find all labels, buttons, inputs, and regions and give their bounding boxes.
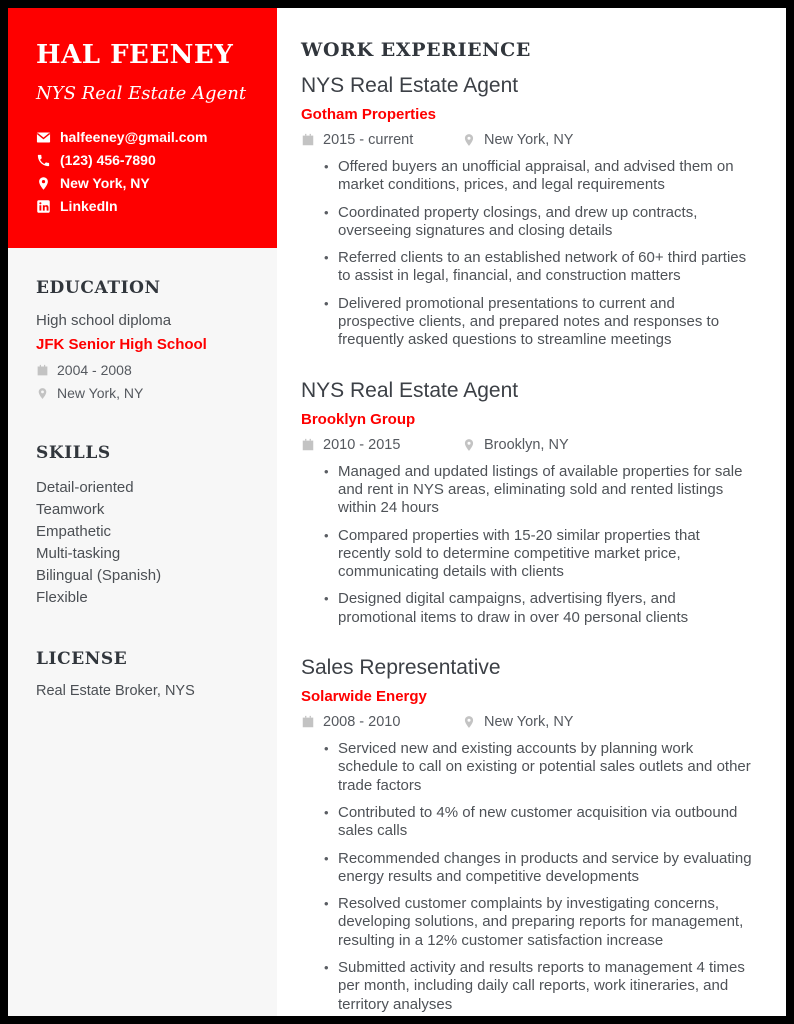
contact-list [36, 130, 253, 214]
job-location: New York, NY [484, 132, 574, 148]
work-experience-column [277, 8, 786, 1016]
license-heading: LICENSE [36, 649, 128, 669]
sidebar-body [8, 248, 277, 719]
job-location: New York, NY [484, 714, 574, 731]
skill-item: Empathetic [36, 523, 112, 540]
skill-item: Bilingual (Spanish) [36, 567, 162, 584]
person-job-title: NYS Real Estate Agent [36, 83, 247, 104]
skills-heading: SKILLS [36, 443, 111, 463]
education-section [36, 278, 253, 401]
contact-location [36, 176, 253, 191]
job-location-row [462, 437, 569, 453]
job-bullet: • Designed digital campaigns, advertising flyers, and promotional items to draw in over 40 personal clients [324, 590, 754, 627]
calendar-icon [301, 715, 315, 729]
job-bullet: • Referred clients to an established network of 60+ third parties to assist in legal, financial, and construction matters [324, 249, 754, 286]
job-bullet: • Coordinated property closings, and drew up contracts, overseeing signatures and closing details [324, 204, 754, 241]
education-dates: 2004 - 2008 [57, 362, 132, 378]
skills-section [36, 443, 253, 609]
job-bullet: • Offered buyers an unofficial appraisal, and advised them on market conditions, prices, and legal requirements [324, 158, 754, 195]
job-bullets [324, 740, 762, 1014]
contact-linkedin-text: LinkedIn [60, 198, 118, 214]
job-meta-row [301, 437, 762, 453]
calendar-icon [301, 133, 315, 147]
location-pin-icon [462, 133, 476, 147]
work-experience-heading: WORK EXPERIENCE [301, 39, 531, 61]
education-heading: EDUCATION [36, 278, 161, 298]
resume-page [8, 8, 786, 1016]
job-title: NYS Real Estate Agent [301, 74, 519, 97]
license-text: Real Estate Broker, NYS [36, 683, 195, 699]
job-bullet: • Compared properties with 15-20 similar properties that recently sold to determine competitive market price, communicating details with clients [324, 527, 754, 582]
contact-email [36, 130, 253, 145]
email-icon [36, 130, 51, 145]
job-dates-row [301, 714, 462, 730]
contact-phone [36, 153, 253, 168]
location-pin-icon [462, 715, 476, 729]
job-bullets [324, 158, 762, 350]
name-header-block [8, 8, 277, 248]
location-pin-icon [36, 387, 49, 400]
person-name: HAL FEENEY [36, 40, 234, 70]
job-location: Brooklyn, NY [484, 436, 569, 453]
location-pin-icon [36, 176, 51, 191]
contact-email-text: halfeeney@gmail.com [60, 129, 208, 145]
contact-location-text: New York, NY [60, 175, 150, 191]
job-company: Solarwide Energy [301, 688, 427, 706]
job-bullets [324, 463, 762, 627]
education-school: JFK Senior High School [36, 336, 207, 353]
education-dates-row [36, 362, 253, 378]
job-bullet: • Resolved customer complaints by investigating concerns, developing solutions, and preparing reports for management, resulting in a 12% customer satisfaction increase [324, 895, 754, 950]
phone-icon [36, 153, 51, 168]
job-bullet: • Managed and updated listings of available properties for sale and rent in NYS areas, eliminating sold and rented listings within 24 hours [324, 463, 754, 518]
education-degree: High school diploma [36, 312, 172, 329]
location-pin-icon [462, 438, 476, 452]
sidebar [8, 8, 277, 1016]
skill-item: Flexible [36, 589, 88, 606]
job-dates-row [301, 437, 462, 453]
job-bullet: • Serviced new and existing accounts by planning work schedule to call on existing or potential sales outlets and other trade factors [324, 740, 754, 795]
skill-item: Teamwork [36, 501, 105, 518]
job-company: Brooklyn Group [301, 410, 416, 428]
job-dates: 2015 - current [323, 132, 414, 148]
job-bullet: • Delivered promotional presentations to current and prospective clients, and prepared notes and responses to frequently asked questions to streamline meetings [324, 295, 754, 350]
contact-linkedin [36, 199, 253, 214]
education-location-row [36, 385, 253, 401]
skill-item: Multi-tasking [36, 545, 121, 562]
job-entry [301, 74, 762, 350]
jobs-list [301, 74, 762, 1014]
license-section [36, 649, 253, 699]
skill-item: Detail-oriented [36, 479, 134, 496]
job-location-row [462, 714, 573, 730]
job-meta-row [301, 132, 762, 148]
contact-phone-text: (123) 456-7890 [60, 152, 156, 168]
job-bullet: • Recommended changes in products and service by evaluating energy results and competitive developments [324, 850, 754, 887]
job-company: Gotham Properties [301, 106, 437, 123]
job-entry [301, 656, 762, 1014]
education-location: New York, NY [57, 385, 144, 401]
calendar-icon [301, 438, 315, 452]
job-title: NYS Real Estate Agent [301, 378, 519, 402]
job-title: Sales Representative [301, 656, 501, 680]
calendar-icon [36, 364, 49, 377]
linkedin-icon [36, 199, 51, 214]
job-dates: 2010 - 2015 [323, 436, 401, 453]
job-bullet: • Contributed to 4% of new customer acquisition via outbound sales calls [324, 804, 754, 841]
job-dates: 2008 - 2010 [323, 714, 401, 731]
job-bullet: • Submitted activity and results reports to management 4 times per month, including daily call reports, work itineraries, and territory analyses [324, 959, 754, 1014]
job-dates-row [301, 132, 462, 148]
job-entry [301, 379, 762, 627]
job-meta-row [301, 714, 762, 730]
job-location-row [462, 132, 573, 148]
skills-list [36, 477, 253, 609]
